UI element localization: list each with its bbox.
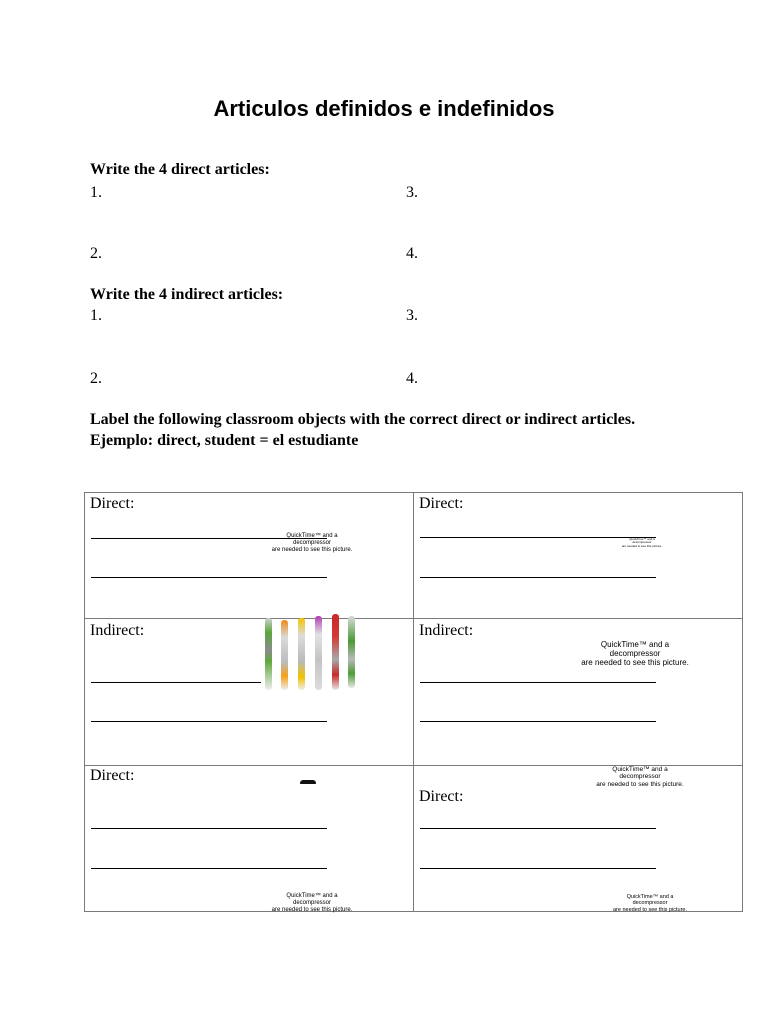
cell-2-label: Direct: bbox=[419, 495, 464, 512]
cell-1-blank-2[interactable] bbox=[91, 577, 327, 578]
green-white-pen-icon bbox=[348, 616, 355, 688]
quicktime-placeholder-1 bbox=[262, 533, 362, 554]
qt1-line3: are needed to see this picture. bbox=[271, 546, 353, 553]
qt6a-line3: are needed to see this picture. bbox=[596, 780, 684, 788]
cell-6-label: Direct: bbox=[419, 788, 464, 805]
cell-4-blank-2[interactable] bbox=[420, 721, 656, 722]
cell-5-blank-2[interactable] bbox=[91, 868, 327, 869]
indirect-item-3: 3. bbox=[406, 307, 418, 324]
qt6a-line1: QuickTime™ and a bbox=[612, 766, 668, 773]
qt1-line2: decompressor bbox=[292, 539, 331, 546]
direct-articles-heading: Write the 4 direct articles: bbox=[90, 161, 270, 178]
qt4-line2: decompressor bbox=[609, 649, 661, 659]
instructions-text: Label the following classroom objects with the correct direct or indirect articles. bbox=[90, 411, 636, 428]
cell-1-label: Direct: bbox=[90, 495, 135, 512]
cell-3-blank-1[interactable] bbox=[91, 682, 261, 683]
quicktime-placeholder-2 bbox=[612, 538, 672, 548]
purple-pen-icon bbox=[315, 616, 322, 690]
indirect-articles-heading: Write the 4 indirect articles: bbox=[90, 286, 284, 303]
red-pen-icon bbox=[332, 614, 339, 690]
table-vertical-divider bbox=[413, 492, 414, 912]
cell-4-label: Indirect: bbox=[419, 622, 474, 639]
cell-6-blank-2[interactable] bbox=[420, 868, 656, 869]
qt6b-line2: decompressor bbox=[632, 900, 668, 907]
indirect-item-2: 2. bbox=[90, 370, 102, 387]
direct-item-1: 1. bbox=[90, 184, 102, 201]
page-title: Articulos definidos e indefinidos bbox=[213, 96, 555, 121]
cell-6-blank-1[interactable] bbox=[420, 828, 656, 829]
table-row-divider-1 bbox=[84, 618, 743, 619]
example-text: Ejemplo: direct, student = el estudiante bbox=[90, 432, 359, 449]
cell-5-blank-1[interactable] bbox=[91, 828, 327, 829]
qt4-line1: QuickTime™ and a bbox=[600, 640, 670, 649]
qt4-line3: are needed to see this picture. bbox=[581, 658, 689, 668]
quicktime-placeholder-6a bbox=[585, 766, 695, 788]
qt6b-line3: are needed to see this picture. bbox=[613, 906, 687, 913]
direct-item-2: 2. bbox=[90, 245, 102, 262]
quicktime-placeholder-6b bbox=[605, 894, 695, 913]
pens-picture bbox=[262, 612, 362, 692]
orange-pen-icon bbox=[281, 620, 288, 690]
green-pen-icon bbox=[265, 618, 272, 690]
instructions bbox=[90, 409, 650, 451]
qt5-line1: QuickTime™ and a bbox=[286, 893, 338, 899]
qt2-line3: are needed to see this picture. bbox=[621, 543, 663, 548]
quicktime-placeholder-5 bbox=[262, 893, 362, 914]
direct-item-3: 3. bbox=[406, 184, 418, 201]
cell-2-blank-2[interactable] bbox=[420, 577, 656, 578]
qt6b-line1: QuickTime™ and a bbox=[626, 894, 674, 900]
qt2-line2: decompressor bbox=[632, 540, 652, 545]
cell-3-blank-2[interactable] bbox=[91, 721, 327, 722]
cell-4-blank-1[interactable] bbox=[420, 682, 656, 683]
direct-item-4: 4. bbox=[406, 245, 418, 262]
qt5-line2: decompressor bbox=[292, 899, 331, 906]
cell-3-label: Indirect: bbox=[90, 622, 145, 639]
cell-5-label: Direct: bbox=[90, 767, 135, 784]
indirect-item-4: 4. bbox=[406, 370, 418, 387]
quicktime-placeholder-4 bbox=[565, 640, 705, 668]
qt1-line1: QuickTime™ and a bbox=[286, 533, 338, 539]
indirect-item-1: 1. bbox=[90, 307, 102, 324]
qt2-line1: QuickTime™ and a bbox=[629, 537, 655, 541]
qt5-line3: are needed to see this picture. bbox=[271, 906, 353, 913]
small-object-picture bbox=[300, 780, 316, 784]
qt6a-line2: decompressor bbox=[619, 773, 661, 781]
yellow-pen-icon bbox=[298, 618, 305, 690]
